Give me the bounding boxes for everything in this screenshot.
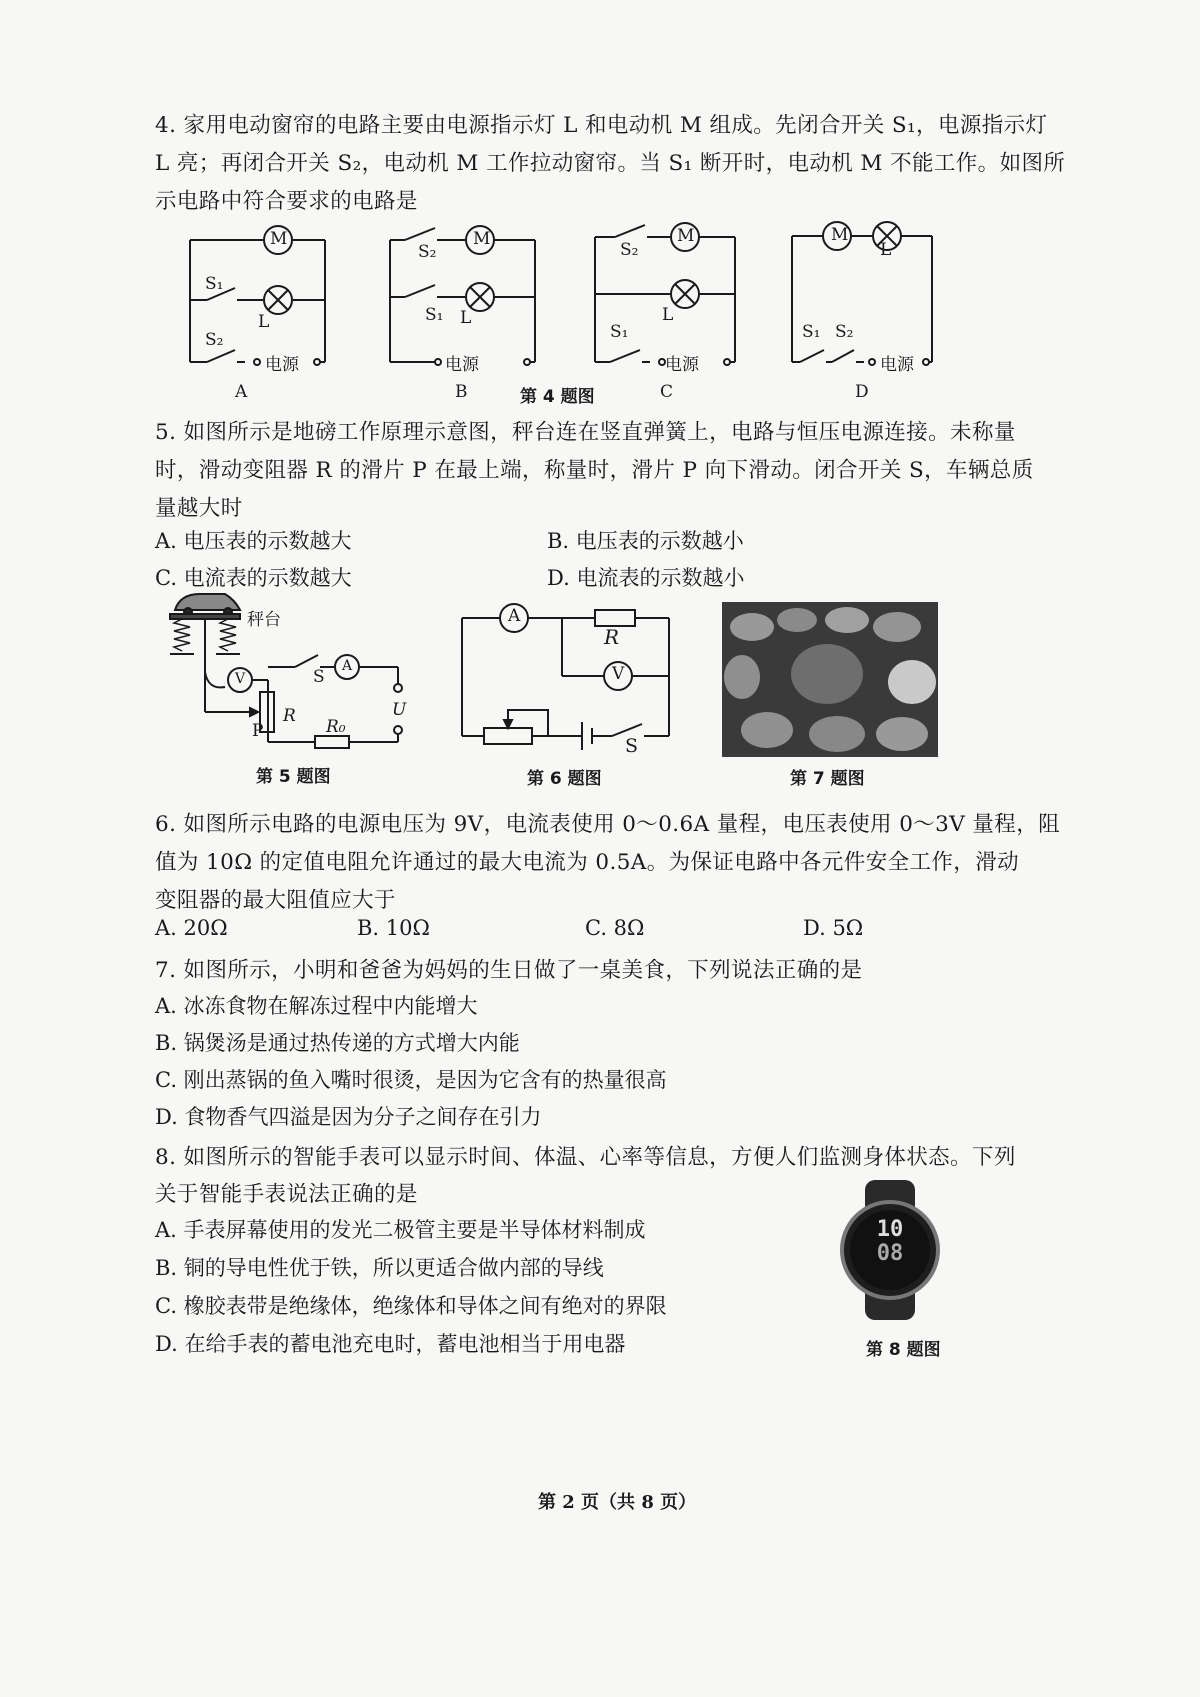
q4c-s1-label: S₁ <box>610 322 629 342</box>
q6-option-a: A. 20Ω <box>155 916 228 940</box>
q8-line-1: 8. 如图所示的智能手表可以显示时间、体温、心率等信息，方便人们监测身体状态。下列 <box>155 1145 1016 1170</box>
q5-option-c: C. 电流表的示数越大 <box>155 566 352 590</box>
q7-line-1: 7. 如图所示，小明和爸爸为妈妈的生日做了一桌美食，下列说法正确的是 <box>155 958 863 983</box>
q4c-lamp-label: L <box>662 305 674 325</box>
q4a-s1-label: S₁ <box>205 274 224 294</box>
q4b-s1-label: S₁ <box>425 305 444 325</box>
q6-line-1: 6. 如图所示电路的电源电压为 9V，电流表使用 0～0.6A 量程，电压表使用 0～3V 量程，阻 <box>155 812 1061 837</box>
q4c-s2-label: S₂ <box>620 240 639 260</box>
q6-ammeter-label: A <box>508 606 521 626</box>
q4a-motor-label: M <box>270 229 288 249</box>
food-dishes-image <box>722 602 938 757</box>
q6-option-d: D. 5Ω <box>803 916 864 940</box>
q4-circuit-b <box>390 222 540 367</box>
q4-figure-caption: 第 4 题图 <box>520 387 595 407</box>
watch-hour: 10 <box>876 1217 904 1242</box>
q5-figure-caption: 第 5 题图 <box>256 767 331 787</box>
q4d-s1-label: S₁ <box>802 322 821 342</box>
q6-option-b: B. 10Ω <box>357 916 430 940</box>
q4b-s2-label: S₂ <box>418 242 437 262</box>
q7-option-c: C. 刚出蒸锅的鱼入嘴时很烫，是因为它含有的热量很高 <box>155 1068 667 1092</box>
q4-circuit-d <box>792 222 937 367</box>
q5-u-label: U <box>392 700 407 720</box>
q4a-power-label: 电源 <box>265 355 299 375</box>
q4d-power-label: 电源 <box>880 355 914 375</box>
q4-line-2: L 亮；再闭合开关 S₂，电动机 M 工作拉动窗帘。当 S₁ 断开时，电动机 M 不能工作。如图所 <box>155 151 1066 176</box>
q4-option-a: A <box>235 382 248 402</box>
q5-option-d: D. 电流表的示数越小 <box>547 566 745 590</box>
q6-voltmeter-label: V <box>612 664 625 684</box>
q4a-s2-label: S₂ <box>205 330 224 350</box>
q4d-motor-label: M <box>831 225 849 245</box>
q4-line-1: 4. 家用电动窗帘的电路主要由电源指示灯 L 和电动机 M 组成。先闭合开关 S₁，电源指示灯 <box>155 113 1048 138</box>
q5-slider-label: P <box>252 721 264 741</box>
q5-r0-label: R₀ <box>326 717 346 737</box>
q4-option-b: B <box>455 382 468 402</box>
q5-platform-label: 秤台 <box>247 610 281 630</box>
q4c-power-label: 电源 <box>665 355 699 375</box>
q7-option-d: D. 食物香气四溢是因为分子之间存在引力 <box>155 1105 542 1129</box>
q7-option-b: B. 锅煲汤是通过热传递的方式增大内能 <box>155 1031 520 1055</box>
q4b-motor-label: M <box>473 229 491 249</box>
smartwatch-image <box>835 1180 945 1320</box>
q5-ammeter-label: A <box>342 658 353 674</box>
q5-rheostat-label: R <box>283 706 296 726</box>
q8-line-2: 关于智能手表说法正确的是 <box>155 1182 418 1207</box>
q4c-motor-label: M <box>677 226 695 246</box>
q4d-s2-label: S₂ <box>835 322 854 342</box>
q7-option-a: A. 冰冻食物在解冻过程中内能增大 <box>155 994 478 1018</box>
q4a-lamp-label: L <box>258 312 270 332</box>
q4-circuit-c <box>595 222 740 367</box>
q6-switch-label: S <box>625 735 639 757</box>
q5-voltmeter-label: V <box>235 671 246 687</box>
q4-line-3: 示电路中符合要求的电路是 <box>155 189 418 214</box>
q8-option-b: B. 铜的导电性优于铁，所以更适合做内部的导线 <box>155 1256 604 1280</box>
q5-line-3: 量越大时 <box>155 496 243 521</box>
q6-figure-caption: 第 6 题图 <box>527 769 602 789</box>
q6-line-2: 值为 10Ω 的定值电阻允许通过的最大电流为 0.5A。为保证电路中各元件安全工作，滑动 <box>155 850 1020 875</box>
q4b-lamp-label: L <box>460 308 472 328</box>
q5-option-b: B. 电压表的示数越小 <box>547 529 744 553</box>
watch-minute: 08 <box>876 1241 904 1266</box>
q8-figure-caption: 第 8 题图 <box>866 1340 941 1360</box>
q4-option-c: C <box>660 382 674 402</box>
q5-figure <box>170 592 415 752</box>
q4b-power-label: 电源 <box>445 355 479 375</box>
q6-option-c: C. 8Ω <box>585 916 645 940</box>
q5-option-a: A. 电压表的示数越大 <box>155 529 352 553</box>
q5-line-2: 时，滑动变阻器 R 的滑片 P 在最上端，称量时，滑片 P 向下滑动。闭合开关 S，车辆总质 <box>155 458 1034 483</box>
q7-figure-caption: 第 7 题图 <box>790 769 865 789</box>
q6-figure <box>462 598 674 753</box>
q7-food-photo <box>722 602 938 757</box>
q8-option-a: A. 手表屏幕使用的发光二极管主要是半导体材料制成 <box>155 1218 646 1242</box>
q5-line-1: 5. 如图所示是地磅工作原理示意图，秤台连在竖直弹簧上，电路与恒压电源连接。未称量 <box>155 420 1016 445</box>
q4-option-d: D <box>855 382 869 402</box>
q6-resistor-label: R <box>604 625 620 649</box>
q8-option-c: C. 橡胶表带是绝缘体，绝缘体和导体之间有绝对的界限 <box>155 1294 667 1318</box>
page-number: 第 2 页（共 8 页） <box>538 1492 697 1513</box>
q4d-lamp-label: L <box>880 240 892 260</box>
q5-switch-label: S <box>313 667 325 687</box>
q6-line-3: 变阻器的最大阻值应大于 <box>155 888 396 913</box>
q8-option-d: D. 在给手表的蓄电池充电时，蓄电池相当于用电器 <box>155 1332 626 1356</box>
